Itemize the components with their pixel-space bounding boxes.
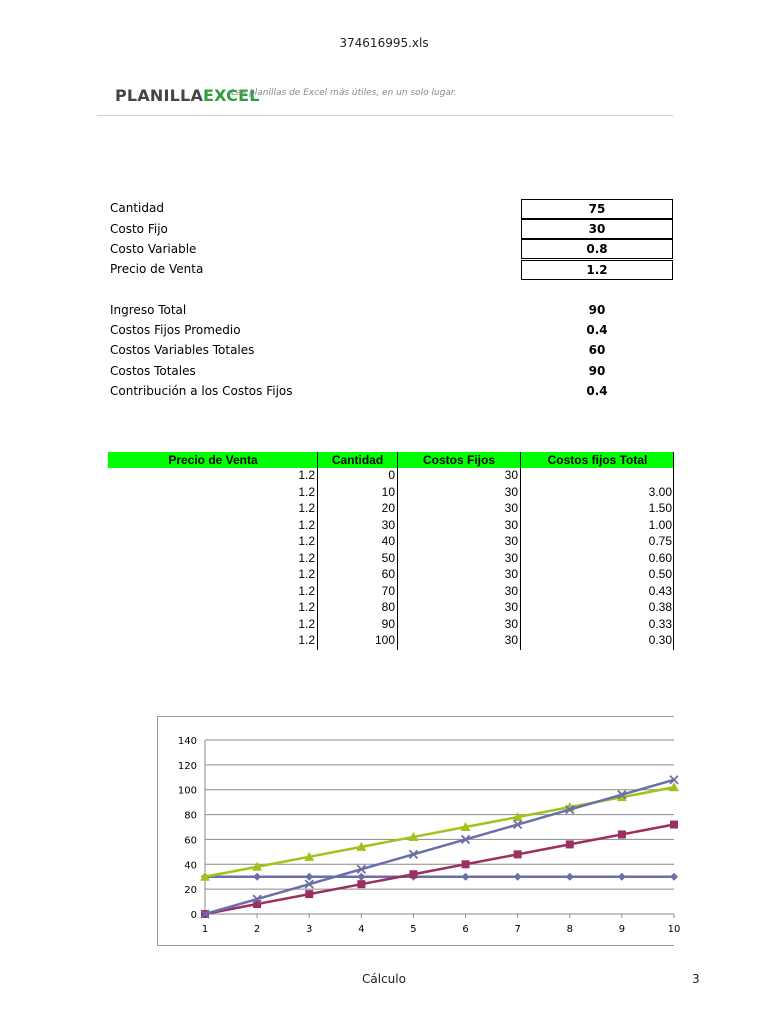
calc-label-contribucion: Contribución a los Costos Fijos (110, 384, 293, 398)
table-cell[interactable]: 50 (381, 550, 395, 565)
line-chart (157, 716, 681, 946)
table-cell[interactable]: 1.2 (298, 484, 315, 499)
table-cell[interactable]: 1.2 (298, 633, 315, 647)
table-cell[interactable]: 1.2 (298, 567, 315, 581)
table-cell[interactable]: 30 (381, 517, 395, 532)
data-point-diamond (305, 873, 313, 881)
calc-value-costos-variables-totales: 60 (588, 343, 606, 357)
y-tick-label: 120 (177, 760, 197, 772)
data-point-square (462, 860, 470, 868)
x-tick-label: 5 (410, 924, 417, 935)
calc-value-costos-totales: 90 (588, 364, 606, 378)
table-cell[interactable]: 1.2 (298, 600, 315, 614)
table-cell[interactable]: 1.00 (648, 517, 672, 532)
table-cell[interactable]: 30 (504, 517, 518, 532)
data-point-diamond (566, 873, 574, 881)
data-point-diamond (618, 873, 626, 881)
table-cell[interactable]: 30 (504, 633, 518, 647)
table-cell[interactable]: 1.50 (648, 501, 672, 515)
y-tick-label: 0 (190, 910, 197, 921)
x-tick-label: 2 (253, 924, 261, 935)
param-label-costo-fijo: Costo Fijo (110, 222, 168, 236)
data-point-diamond (253, 873, 261, 881)
table-cell[interactable]: 80 (381, 600, 395, 614)
table-cell[interactable]: 30 (504, 501, 518, 515)
page-number: 3 (692, 972, 700, 986)
calc-label-costos-variables-totales: Costos Variables Totales (110, 343, 255, 357)
x-tick-label: 9 (618, 924, 626, 935)
y-tick-label: 80 (184, 810, 197, 822)
document-filename: 374616995.xls (339, 36, 429, 50)
data-point-square (618, 830, 626, 838)
table-cell[interactable]: 90 (381, 616, 395, 631)
brand-tagline: Las planillas de Excel más útiles, en un solo lugar. (231, 88, 457, 98)
y-tick-label: 140 (177, 736, 197, 747)
table-cell[interactable]: 1.2 (298, 616, 315, 631)
y-tick-label: 100 (177, 785, 197, 797)
table-cell[interactable]: 30 (504, 534, 518, 548)
table-cell[interactable]: 70 (381, 583, 395, 598)
sheet-name: Cálculo (362, 972, 406, 986)
table-cell[interactable]: 0.75 (648, 534, 672, 548)
table-cell[interactable]: 60 (381, 567, 395, 581)
table-cell[interactable]: 40 (381, 534, 395, 548)
table-cell[interactable]: 30 (504, 484, 518, 499)
table-cell[interactable]: 0 (388, 468, 395, 482)
data-point-square (670, 821, 678, 829)
y-tick-label: 40 (184, 860, 197, 872)
table-cell[interactable]: 30 (504, 583, 518, 598)
data-point-diamond (462, 873, 470, 881)
table-cell[interactable]: 1.2 (298, 550, 315, 565)
data-point-square (566, 840, 574, 848)
table-cell[interactable]: 1.2 (298, 583, 315, 598)
param-cell-costo-fijo[interactable]: 30 (521, 219, 673, 239)
brand-logo-part1: PLANILLA (115, 86, 204, 105)
data-point-square (514, 850, 522, 858)
calc-value-costos-fijos-promedio: 0.4 (586, 323, 608, 337)
data-point-diamond (670, 873, 678, 881)
brand-logo-part2: EXCEL (203, 86, 260, 105)
calc-label-costos-fijos-promedio: Costos Fijos Promedio (110, 323, 241, 337)
table-cell[interactable]: 30 (504, 550, 518, 565)
x-tick-label: 3 (306, 924, 313, 935)
table-cell[interactable]: 30 (504, 567, 518, 581)
param-label-cantidad: Cantidad (110, 201, 164, 215)
data-point-diamond (514, 873, 522, 881)
table-cell[interactable]: 0.33 (648, 616, 672, 631)
x-tick-label: 7 (514, 924, 521, 935)
table-header-costos-fijos-total[interactable]: Costos fijos Total (547, 453, 648, 467)
table-cell[interactable]: 20 (381, 501, 395, 515)
series-line (205, 825, 674, 914)
table-header-cantidad[interactable]: Cantidad (331, 453, 384, 467)
calc-value-contribucion: 0.4 (586, 384, 608, 398)
table-cell[interactable]: 1.2 (298, 517, 315, 532)
x-tick-label: 1 (201, 924, 209, 935)
table-cell[interactable]: 1.2 (298, 501, 315, 515)
table-cell[interactable]: 100 (374, 633, 395, 647)
table-cell[interactable]: 30 (504, 616, 518, 631)
y-tick-label: 60 (184, 835, 197, 847)
param-cell-cantidad[interactable]: 75 (521, 199, 673, 219)
y-tick-label: 20 (184, 885, 197, 897)
table-column-divider (673, 452, 674, 650)
data-point-square (409, 870, 417, 878)
table-column-divider (520, 452, 521, 650)
table-header-precio-venta[interactable]: Precio de Venta (168, 453, 258, 467)
data-point-square (305, 890, 313, 898)
x-tick-label: 4 (358, 924, 365, 935)
series-line (205, 780, 674, 914)
calc-label-ingreso-total: Ingreso Total (110, 303, 187, 317)
table-cell[interactable]: 1.2 (298, 468, 315, 482)
table-cell[interactable]: 10 (381, 484, 395, 499)
param-label-costo-variable: Costo Variable (110, 242, 197, 256)
x-tick-label: 8 (566, 924, 573, 935)
table-cell[interactable]: 30 (504, 600, 518, 614)
calc-label-costos-totales: Costos Totales (110, 364, 196, 378)
table-cell[interactable]: 3.00 (648, 484, 672, 499)
data-point-diamond (357, 873, 365, 881)
x-tick-label: 6 (462, 924, 469, 935)
param-label-precio-venta: Precio de Venta (110, 262, 204, 276)
table-cell[interactable]: 0.50 (648, 567, 672, 581)
table-cell[interactable]: 0.38 (648, 600, 672, 614)
table-cell[interactable] (552, 467, 672, 484)
table-cell[interactable]: 0.30 (648, 633, 672, 647)
param-cell-costo-variable[interactable]: 0.8 (521, 239, 673, 259)
table-cell[interactable]: 30 (504, 468, 518, 482)
x-tick-label: 10 (667, 924, 681, 935)
table-cell[interactable]: 0.43 (648, 583, 672, 598)
table-header-costos-fijos[interactable]: Costos Fijos (422, 453, 495, 467)
calc-value-ingreso-total: 90 (588, 303, 606, 317)
header-divider (97, 115, 673, 116)
param-cell-precio-venta[interactable]: 1.2 (521, 260, 673, 280)
table-cell[interactable]: 1.2 (298, 534, 315, 548)
data-point-square (357, 880, 365, 888)
table-cell[interactable]: 0.60 (648, 550, 672, 565)
